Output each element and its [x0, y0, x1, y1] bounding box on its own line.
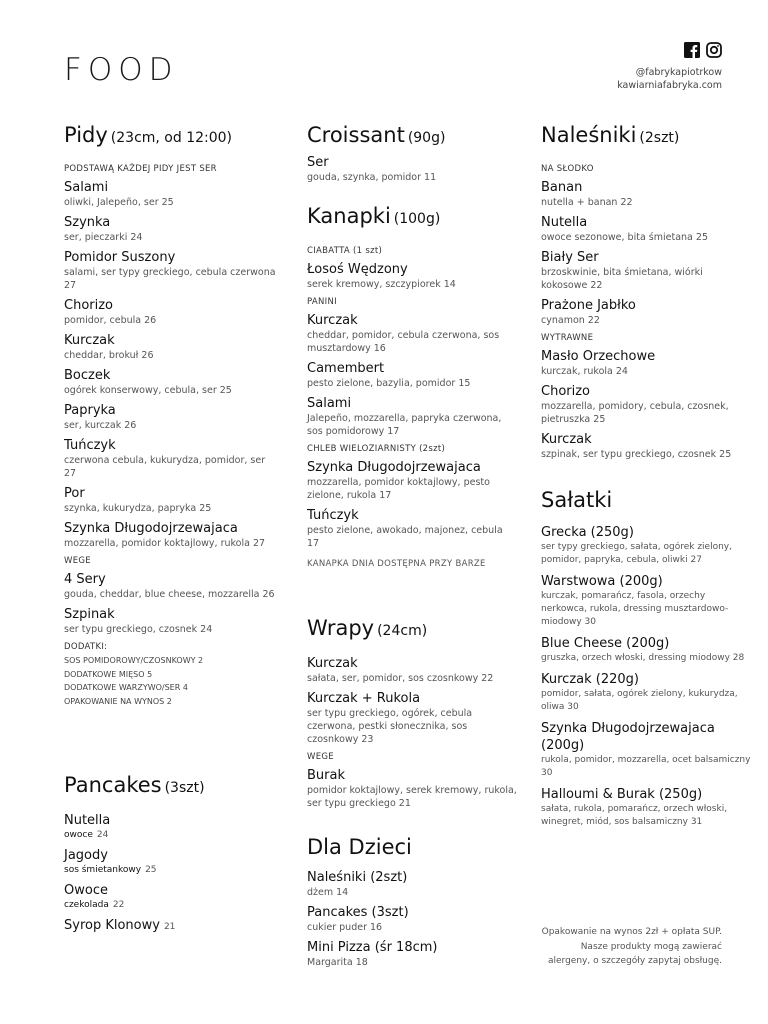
menu-item — [64, 847, 279, 877]
section-title-wrapy: Wrapy (24cm) — [307, 616, 428, 640]
menu-item — [541, 297, 751, 327]
menu-item — [307, 904, 517, 934]
instagram-handle[interactable]: @fabrykapiotrkow — [635, 67, 722, 78]
kanapki-panini-label: PANINI — [307, 297, 337, 307]
wrapy-wege-list — [307, 767, 517, 810]
footer-line-1: Opakowanie na wynos 2zł + opłata SUP. — [541, 927, 722, 937]
menu-item-description: dżem 14 — [307, 887, 349, 898]
menu-item-name: Szynka Długodojrzewajaca (200g) — [541, 721, 715, 753]
menu-item — [541, 383, 751, 426]
menu-item-description: szynka, kukurydza, papryka 25 — [64, 503, 212, 514]
section-nalesniki — [541, 123, 751, 466]
nalesniki-wytrawne-label: WYTRAWNE — [541, 333, 594, 343]
menu-item-description: sałata, ser, pomidor, sos czosnkowy 22 — [307, 673, 494, 684]
menu-item-description: ser typu greckiego, czosnek 24 — [64, 624, 213, 635]
menu-item-description: kurczak, rukola 24 — [541, 366, 628, 377]
pidy-list — [64, 179, 279, 550]
menu-item-price: 25 — [145, 865, 157, 875]
menu-item-description: mozzarella, pomidor koktajlowy, rukola 27 — [64, 538, 266, 549]
pidy-extras-label: DODATKI: — [64, 642, 108, 652]
kanapki-panini-list — [307, 312, 517, 438]
menu-item-name: Masło Orzechowe — [541, 349, 656, 364]
menu-item-name: Grecka (250g) — [541, 525, 634, 540]
menu-item-name: Naleśniki (2szt) — [307, 870, 408, 885]
menu-item-description: pomidor, cebula 26 — [64, 315, 157, 326]
nalesniki-wytrawne-list — [541, 348, 751, 461]
menu-item-name: Chorizo — [64, 298, 114, 313]
menu-item-name: Szpinak — [64, 607, 115, 622]
section-pidy — [64, 123, 279, 708]
menu-item-description: salami, ser typy greckiego, cebula czerwona 27 — [64, 267, 276, 291]
footer-line-3: alergeny, o szczegóły zapytaj obsługę. — [547, 956, 722, 966]
section-title-croissant: Croissant (90g) — [307, 123, 446, 147]
menu-item-description: gouda, cheddar, blue cheese, mozzarella 26 — [64, 589, 275, 600]
menu-item — [64, 402, 279, 432]
menu-item-description: gouda, szynka, pomidor 11 — [307, 172, 437, 183]
menu-item-description: czekolada 22 — [64, 900, 125, 910]
menu-item-name: Kurczak (220g) — [541, 672, 639, 687]
menu-item-description: mozzarella, pomidor koktajlowy, pesto zielone, rukola 17 — [307, 477, 490, 501]
menu-item-description: oliwki, Jalepeño, ser 25 — [64, 197, 174, 208]
section-croissant — [307, 123, 517, 189]
extra-item: OPAKOWANIE NA WYNOS 2 — [64, 696, 172, 706]
menu-item-description: cheddar, pomidor, cebula czerwona, sos musztardowy 16 — [307, 330, 500, 354]
menu-item-description: pesto zielone, awokado, majonez, cebula 17 — [307, 525, 503, 549]
menu-item-description: ogórek konserwowy, cebula, ser 25 — [64, 385, 232, 396]
menu-item-description: pomidor koktajlowy, serek kremowy, rukola, ser typu greckiego 21 — [307, 785, 517, 809]
menu-item — [64, 332, 279, 362]
footer-note — [492, 925, 722, 969]
menu-item-name: Boczek — [64, 368, 111, 383]
section-dzieci — [307, 835, 517, 974]
menu-item — [307, 395, 517, 438]
menu-item-description: gruszka, orzech włoski, dressing miodowy 28 — [541, 653, 745, 663]
menu-item — [64, 812, 279, 842]
menu-item — [541, 214, 751, 244]
menu-item-description: sos śmietankowy 25 — [64, 865, 157, 875]
website-link[interactable]: kawiarniafabryka.com — [617, 80, 722, 91]
section-title-nalesniki: Naleśniki (2szt) — [541, 123, 680, 147]
section-wrapy — [307, 616, 517, 815]
salatki-list — [541, 524, 751, 829]
menu-item-name: Szynka Długodojrzewajaca — [307, 460, 481, 475]
menu-item — [307, 767, 517, 810]
menu-item-description: ser, pieczarki 24 — [64, 232, 143, 243]
wrapy-list — [307, 655, 517, 746]
menu-item-name: Owoce — [64, 883, 108, 898]
menu-item — [307, 690, 517, 746]
section-title-pidy: Pidy (23cm, od 12:00) — [64, 123, 233, 147]
menu-item-description: cheddar, brokuł 26 — [64, 350, 154, 361]
menu-item-name: Chorizo — [541, 384, 591, 399]
menu-item-name: Halloumi & Burak (250g) — [541, 787, 703, 802]
wrapy-wege-label: WEGE — [307, 752, 334, 762]
nalesniki-slodko-label: NA SŁODKO — [541, 164, 594, 174]
menu-item-name: Pancakes (3szt) — [307, 905, 409, 920]
menu-item-name: Ser — [307, 155, 329, 170]
menu-item — [541, 524, 751, 567]
menu-item — [307, 459, 517, 502]
menu-item-description: owoce sezonowe, bita śmietana 25 — [541, 232, 708, 243]
menu-item — [64, 606, 279, 636]
menu-item-description: ser typu greckiego, ogórek, cebula czerwona, pestki słonecznika, sos czosnkowy 23 — [307, 708, 473, 745]
menu-item-name: Blue Cheese (200g) — [541, 636, 670, 651]
menu-item — [541, 720, 751, 780]
menu-item-name: 4 Sery — [64, 572, 106, 587]
menu-item-name: Kurczak — [307, 656, 358, 671]
menu-item-description: nutella + banan 22 — [541, 197, 633, 208]
menu-item-description: czerwona cebula, kukurydza, pomidor, ser 27 — [64, 455, 266, 479]
menu-item — [64, 179, 279, 209]
menu-item-description: pomidor, sałata, ogórek zielony, kukurydza, oliwa 30 — [541, 689, 738, 712]
social-icons — [684, 42, 722, 58]
extra-item: DODATKOWE WARZYWO/SER 4 — [64, 683, 188, 692]
section-title-kanapki: Kanapki (100g) — [307, 204, 441, 228]
section-title-dzieci: Dla Dzieci — [307, 835, 412, 859]
pidy-wege-list — [64, 571, 279, 636]
menu-item-description: pesto zielone, bazylia, pomidor 15 — [307, 378, 471, 389]
menu-item — [541, 671, 751, 714]
menu-item — [64, 882, 279, 912]
facebook-icon[interactable] — [684, 42, 700, 58]
menu-item-price: 22 — [112, 900, 125, 910]
croissant-list — [307, 154, 517, 184]
menu-item — [307, 261, 517, 291]
menu-item-name: Prażone Jabłko — [541, 298, 636, 313]
pidy-note: PODSTAWĄ KAŻDEJ PIDY JEST SER — [64, 164, 217, 174]
menu-item-description: szpinak, ser typu greckiego, czosnek 25 — [541, 449, 732, 460]
menu-item-description: owoce 24 — [64, 830, 109, 840]
menu-item-name: Kurczak — [541, 432, 592, 447]
extra-item: SOS POMIDOROWY/CZOSNKOWY 2 — [64, 656, 204, 665]
menu-item — [307, 507, 517, 550]
menu-item — [307, 939, 517, 969]
menu-item-name: Jagody — [64, 848, 108, 863]
menu-item-name: Szynka — [64, 215, 111, 230]
kanapki-note: KANAPKA DNIA DOSTĘPNA PRZY BARZE — [307, 559, 486, 569]
menu-item-name: Papryka — [64, 403, 116, 418]
menu-item-description: Margarita 18 — [307, 957, 368, 968]
menu-item-name: Biały Ser — [541, 250, 599, 265]
menu-item — [64, 520, 279, 550]
menu-item-description: kurczak, pomarańcz, fasola, orzechy nerkowca, rukola, dressing musztardowo-miodowy 30 — [541, 591, 729, 627]
menu-item — [541, 431, 751, 461]
menu-item-description: serek kremowy, szczypiorek 14 — [307, 279, 456, 290]
menu-item — [307, 312, 517, 355]
menu-item-name: Kurczak — [64, 333, 115, 348]
menu-item — [541, 179, 751, 209]
instagram-icon[interactable] — [706, 42, 722, 58]
menu-item-name: Salami — [64, 180, 109, 195]
menu-item-name: Banan — [541, 180, 583, 195]
menu-item — [307, 154, 517, 184]
menu-item-price: 21 — [163, 922, 176, 932]
section-kanapki — [307, 204, 517, 574]
nalesniki-slodko-list — [541, 179, 751, 327]
section-title-salatki: Sałatki — [541, 488, 613, 512]
menu-item-name: Burak — [307, 768, 345, 783]
menu-item-name: Kurczak + Rukola — [307, 691, 421, 706]
menu-item — [541, 573, 751, 629]
social-handle — [617, 66, 722, 92]
menu-item-name: Por — [64, 486, 85, 501]
menu-item-name: Tuńczyk — [64, 438, 116, 453]
menu-item-name: Nutella — [541, 215, 588, 230]
extra-item: DODATKOWE MIĘSO 5 — [64, 669, 153, 679]
section-salatki — [541, 488, 751, 835]
menu-item-price: 24 — [96, 830, 109, 840]
menu-item-name: Nutella — [64, 813, 111, 828]
menu-item-name: Kurczak — [307, 313, 358, 328]
menu-item-description: Jalepeño, mozzarella, papryka czerwona, sos pomidorowy 17 — [307, 413, 502, 437]
section-pancakes — [64, 773, 279, 939]
menu-item-name: Szynka Długodojrzewajaca — [64, 521, 238, 536]
menu-item — [64, 367, 279, 397]
menu-item-name: Salami — [307, 396, 352, 411]
pancakes-list — [64, 812, 279, 934]
page-title: FOOD — [64, 52, 179, 88]
menu-item — [64, 297, 279, 327]
menu-item-description: mozzarella, pomidory, cebula, czosnek, pietruszka 25 — [541, 401, 729, 425]
menu-item — [541, 635, 751, 665]
pidy-extras-list — [64, 654, 279, 708]
menu-item — [64, 485, 279, 515]
kanapki-chleb-label: CHLEB WIELOZIARNISTY (2szt) — [307, 444, 446, 454]
menu-item-name: Warstwowa (200g) — [541, 574, 663, 589]
menu-item-name: Pomidor Suszony — [64, 250, 176, 265]
menu-item — [64, 571, 279, 601]
menu-item — [541, 348, 751, 378]
menu-item — [307, 655, 517, 685]
menu-item — [64, 249, 279, 292]
menu-item-name: Syrop Klonowy 21 — [64, 918, 176, 933]
section-title-pancakes: Pancakes (3szt) — [64, 773, 205, 797]
dzieci-list — [307, 869, 517, 969]
menu-item — [64, 917, 279, 934]
pidy-wege-label: WEGE — [64, 556, 91, 566]
footer-line-2: Nasze produkty mogą zawierać — [580, 941, 722, 952]
menu-item — [64, 214, 279, 244]
menu-item-description: cukier puder 16 — [307, 922, 383, 933]
menu-item — [307, 360, 517, 390]
menu-item — [307, 869, 517, 899]
menu-item-description: sałata, rukola, pomarańcz, orzech włoski, winegret, miód, sos balsamiczny 31 — [541, 804, 728, 827]
menu-item-description: ser, kurczak 26 — [64, 420, 137, 431]
menu-item — [541, 786, 751, 829]
menu-item-name: Mini Pizza (śr 18cm) — [307, 940, 438, 955]
kanapki-ciabatta-list — [307, 261, 517, 291]
menu-item — [541, 249, 751, 292]
menu-item-description: brzoskwinie, bita śmietana, wiórki kokosowe 22 — [541, 267, 703, 291]
menu-item — [64, 437, 279, 480]
kanapki-ciabatta-label: CIABATTA (1 szt) — [307, 246, 383, 256]
menu-item-name: Camembert — [307, 361, 385, 376]
menu-item-description: ser typy greckiego, sałata, ogórek zielony, pomidor, papryka, cebula, oliwki 27 — [541, 542, 732, 565]
kanapki-chleb-list — [307, 459, 517, 550]
menu-item-description: cynamon 22 — [541, 315, 600, 326]
menu-item-name: Tuńczyk — [307, 508, 359, 523]
menu-item-name: Łosoś Wędzony — [307, 262, 408, 277]
menu-item-description: rukola, pomidor, mozzarella, ocet balsamiczny 30 — [541, 755, 751, 778]
